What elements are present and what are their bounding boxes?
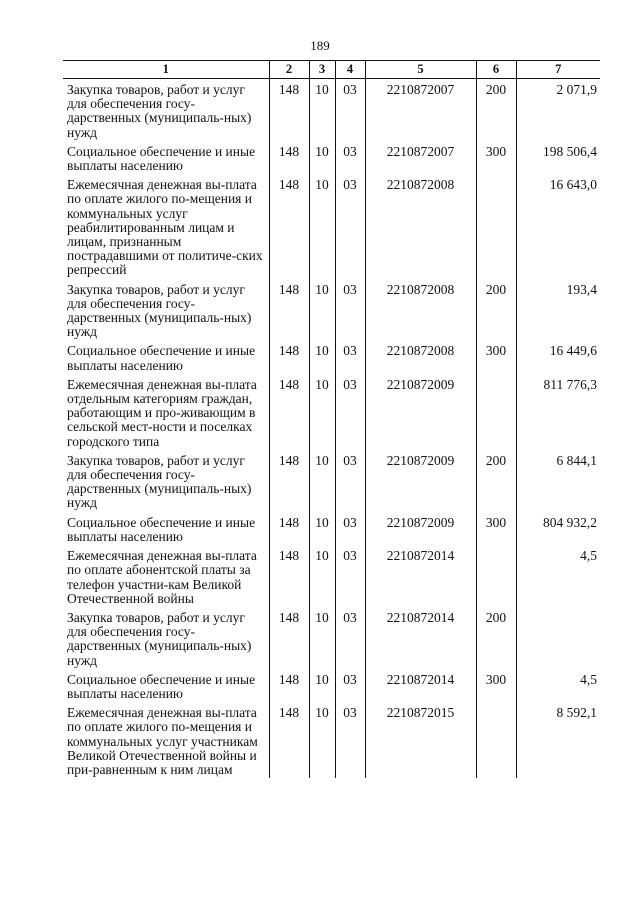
row-amount-cell: 8 592,1 [516, 702, 600, 778]
row-ministry-cell: 148 [269, 669, 309, 702]
row-subsection-cell: 03 [335, 545, 365, 607]
row-section-cell: 10 [309, 450, 335, 512]
row-amount-cell: 16 449,6 [516, 340, 600, 373]
row-target-cell: 2210872008 [365, 340, 476, 373]
column-header: 7 [516, 61, 600, 79]
row-ministry-cell: 148 [269, 174, 309, 278]
row-subsection-cell: 03 [335, 669, 365, 702]
row-expense-type-cell: 300 [476, 669, 516, 702]
row-amount-cell [516, 607, 600, 669]
column-header: 1 [63, 61, 269, 79]
row-name-cell: Ежемесячная денежная вы-плата отдельным категориям граждан, работающим и про-живающим в сельской мест-ности и поселках городского типа [63, 374, 269, 450]
row-expense-type-cell [476, 374, 516, 450]
table-row [63, 141, 600, 174]
row-ministry-cell: 148 [269, 141, 309, 174]
row-expense-type-cell: 200 [476, 450, 516, 512]
page-number: 189 [310, 38, 330, 53]
row-ministry-cell: 148 [269, 512, 309, 545]
row-expense-type-cell: 200 [476, 79, 516, 141]
column-header: 2 [269, 61, 309, 79]
row-subsection-cell: 03 [335, 174, 365, 278]
table-row [63, 279, 600, 341]
row-ministry-cell: 148 [269, 450, 309, 512]
row-amount-cell: 4,5 [516, 545, 600, 607]
row-section-cell: 10 [309, 279, 335, 341]
row-subsection-cell: 03 [335, 340, 365, 373]
row-section-cell: 10 [309, 545, 335, 607]
table-row [63, 79, 600, 141]
table-header-row [63, 61, 600, 79]
row-amount-cell: 804 932,2 [516, 512, 600, 545]
column-header: 3 [309, 61, 335, 79]
row-amount-cell: 16 643,0 [516, 174, 600, 278]
row-name-cell: Социальное обеспечение и иные выплаты населению [63, 669, 269, 702]
table-row [63, 545, 600, 607]
row-ministry-cell: 148 [269, 340, 309, 373]
table-row [63, 450, 600, 512]
table-row [63, 669, 600, 702]
row-name-cell: Закупка товаров, работ и услуг для обеспечения госу-дарственных (муниципаль-ных) нужд [63, 450, 269, 512]
table-row [63, 374, 600, 450]
row-ministry-cell: 148 [269, 607, 309, 669]
row-ministry-cell: 148 [269, 79, 309, 141]
row-amount-cell: 198 506,4 [516, 141, 600, 174]
row-expense-type-cell [476, 174, 516, 278]
row-amount-cell: 193,4 [516, 279, 600, 341]
row-subsection-cell: 03 [335, 79, 365, 141]
row-expense-type-cell [476, 545, 516, 607]
row-target-cell: 2210872015 [365, 702, 476, 778]
table-row [63, 340, 600, 373]
row-subsection-cell: 03 [335, 450, 365, 512]
row-target-cell: 2210872009 [365, 450, 476, 512]
row-amount-cell: 4,5 [516, 669, 600, 702]
row-name-cell: Социальное обеспечение и иные выплаты населению [63, 141, 269, 174]
row-expense-type-cell: 300 [476, 141, 516, 174]
row-name-cell: Закупка товаров, работ и услуг для обеспечения госу-дарственных (муниципаль-ных) нужд [63, 279, 269, 341]
row-section-cell: 10 [309, 340, 335, 373]
row-name-cell: Социальное обеспечение и иные выплаты населению [63, 512, 269, 545]
row-ministry-cell: 148 [269, 702, 309, 778]
row-expense-type-cell: 200 [476, 279, 516, 341]
row-expense-type-cell: 200 [476, 607, 516, 669]
row-subsection-cell: 03 [335, 141, 365, 174]
budget-table [63, 60, 600, 778]
row-subsection-cell: 03 [335, 374, 365, 450]
row-expense-type-cell [476, 702, 516, 778]
row-section-cell: 10 [309, 702, 335, 778]
row-name-cell: Социальное обеспечение и иные выплаты населению [63, 340, 269, 373]
row-amount-cell: 2 071,9 [516, 79, 600, 141]
row-target-cell: 2210872008 [365, 174, 476, 278]
table-row [63, 702, 600, 778]
row-subsection-cell: 03 [335, 607, 365, 669]
row-target-cell: 2210872009 [365, 374, 476, 450]
row-target-cell: 2210872014 [365, 607, 476, 669]
row-ministry-cell: 148 [269, 374, 309, 450]
row-section-cell: 10 [309, 607, 335, 669]
column-header: 5 [365, 61, 476, 79]
row-section-cell: 10 [309, 669, 335, 702]
row-name-cell: Закупка товаров, работ и услуг для обеспечения госу-дарственных (муниципаль-ных) нужд [63, 79, 269, 141]
row-subsection-cell: 03 [335, 702, 365, 778]
row-target-cell: 2210872009 [365, 512, 476, 545]
row-section-cell: 10 [309, 512, 335, 545]
row-ministry-cell: 148 [269, 279, 309, 341]
column-header: 6 [476, 61, 516, 79]
row-expense-type-cell: 300 [476, 340, 516, 373]
table-body [63, 79, 600, 779]
row-target-cell: 2210872014 [365, 545, 476, 607]
row-subsection-cell: 03 [335, 512, 365, 545]
row-subsection-cell: 03 [335, 279, 365, 341]
column-header: 4 [335, 61, 365, 79]
row-expense-type-cell: 300 [476, 512, 516, 545]
row-section-cell: 10 [309, 79, 335, 141]
row-amount-cell: 811 776,3 [516, 374, 600, 450]
row-target-cell: 2210872014 [365, 669, 476, 702]
row-section-cell: 10 [309, 174, 335, 278]
row-name-cell: Ежемесячная денежная вы-плата по оплате абонентской платы за телефон участни-кам Великой Отечественной войны [63, 545, 269, 607]
row-section-cell: 10 [309, 374, 335, 450]
row-target-cell: 2210872008 [365, 279, 476, 341]
row-name-cell: Закупка товаров, работ и услуг для обеспечения госу-дарственных (муниципаль-ных) нужд [63, 607, 269, 669]
row-target-cell: 2210872007 [365, 79, 476, 141]
table-row [63, 607, 600, 669]
row-target-cell: 2210872007 [365, 141, 476, 174]
row-name-cell: Ежемесячная денежная вы-плата по оплате жилого по-мещения и коммунальных услуг участникам Великой Отечественной войны и при-равненным к ним лицам [63, 702, 269, 778]
row-name-cell: Ежемесячная денежная вы-плата по оплате жилого по-мещения и коммунальных услуг реабилитированным лицам и лицам, признанным пострадавшими от политиче-ских репрессий [63, 174, 269, 278]
table-row [63, 174, 600, 278]
row-amount-cell: 6 844,1 [516, 450, 600, 512]
table-row [63, 512, 600, 545]
row-ministry-cell: 148 [269, 545, 309, 607]
row-section-cell: 10 [309, 141, 335, 174]
